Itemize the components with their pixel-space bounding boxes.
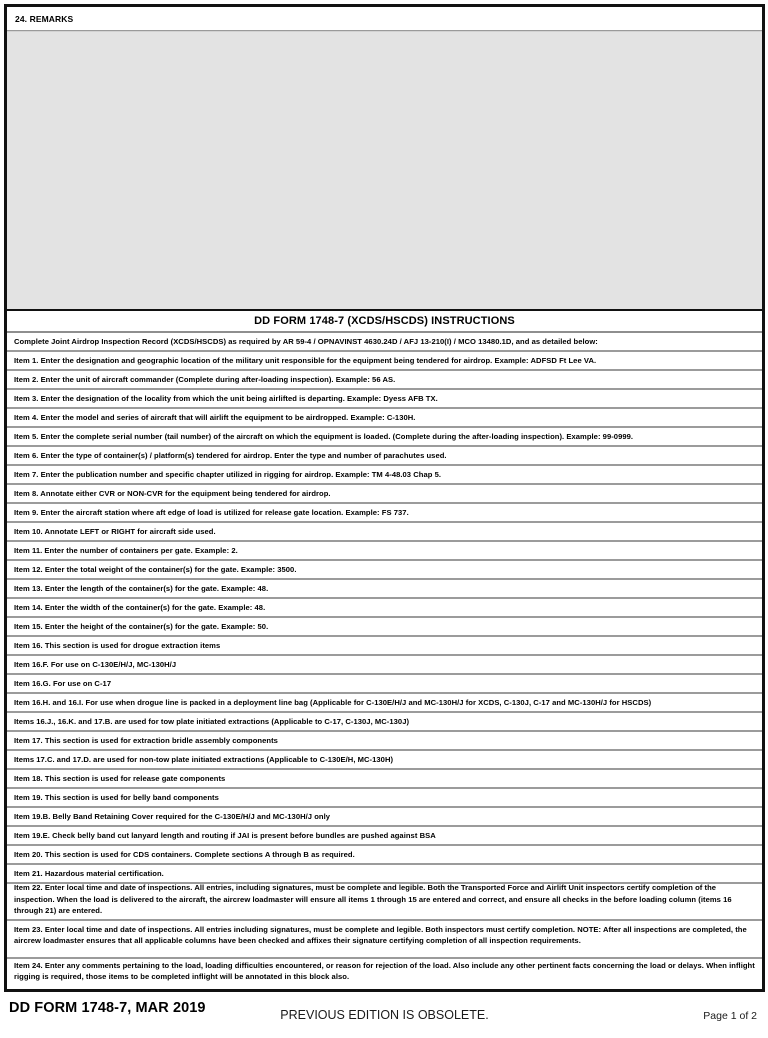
remarks-block [4, 4, 765, 310]
instruction-row [7, 447, 762, 466]
instruction-text: Item 24. Enter any comments pertaining to the load, loading difficulties encountered, or reason for rejection of the load. Also include any other pertinent facts concerning the load or delays. When inflight rigging is required, those items to be completed inflight will be annotated in this block also. [14, 960, 755, 982]
remarks-input-area[interactable] [7, 31, 762, 309]
instruction-text: Item 22. Enter local time and date of inspections. All entries, including signatures, must be complete and legible. Both the Transported Force and Airlift Unit inspectors certify completion of the inspection. When the load is delivered to the aircraft, the aircrew loadmaster will ensure all items 1 through 15 are entered and correct, and ensure all checks in the before loading column (items 16 through 21) are entered. [14, 883, 732, 916]
instruction-text: Item 4. Enter the model and series of aircraft that will airlift the equipment to be airdropped. Example: C-130H. [14, 412, 416, 422]
instruction-text: Item 23. Enter local time and date of inspections. All entries including signatures, must be complete and legible. Both inspectors must certify completion. NOTE: After all inspections are completed, the aircrew loadmaster ensures that all applicable columns have been checked and affixes their signature certifying completion of all inspection requirements. [14, 924, 747, 946]
instruction-row [7, 523, 762, 542]
instruction-row [7, 618, 762, 637]
instruction-row [7, 751, 762, 770]
instruction-text: Item 12. Enter the total weight of the container(s) for the gate. Example: 3500. [14, 564, 297, 574]
instruction-row [7, 637, 762, 656]
instruction-row [7, 409, 762, 428]
instruction-text: Items 17.C. and 17.D. are used for non-tow plate initiated extractions (Applicable to C-130E/H, MC-130H) [14, 754, 394, 764]
instruction-row [7, 789, 762, 808]
instruction-row [7, 827, 762, 846]
instruction-text: Item 19.B. Belly Band Retaining Cover required for the C-130E/H/J and MC-130H/J only [14, 811, 331, 821]
instruction-row [7, 656, 762, 675]
instruction-text: Item 13. Enter the length of the container(s) for the gate. Example: 48. [14, 583, 269, 593]
page-footer [4, 992, 765, 1038]
instruction-text: Item 1. Enter the designation and geographic location of the military unit responsible for the equipment being tendered for airdrop. Example: ADFSD Ft Lee VA. [14, 355, 597, 365]
footer-form-id: DD FORM 1748-7, MAR 2019 [9, 999, 206, 1016]
instruction-text: Item 16.F. For use on C-130E/H/J, MC-130H/J [14, 659, 177, 669]
instruction-row [7, 542, 762, 561]
instruction-text: Item 14. Enter the width of the container(s) for the gate. Example: 48. [14, 602, 266, 612]
instruction-row [7, 371, 762, 390]
instruction-row [7, 846, 762, 865]
instruction-text: Item 10. Annotate LEFT or RIGHT for aircraft side used. [14, 526, 216, 536]
instruction-text: Item 16. This section is used for drogue extraction items [14, 640, 221, 650]
instruction-text: Item 9. Enter the aircraft station where aft edge of load is utilized for release gate location. Example: FS 737. [14, 507, 409, 517]
footer-edition-note: PREVIOUS EDITION IS OBSOLETE. [280, 1007, 489, 1022]
instruction-text: Item 21. Hazardous material certification. [14, 868, 164, 878]
instruction-row [7, 580, 762, 599]
instruction-text: Item 19.E. Check belly band cut lanyard length and routing if JAI is present before bundles are pushed against BSA [14, 830, 436, 840]
instruction-row [7, 504, 762, 523]
instruction-row [7, 333, 762, 352]
instruction-text: Item 19. This section is used for belly band components [14, 792, 219, 802]
instructions-table [4, 310, 765, 992]
instruction-row [7, 959, 762, 989]
instruction-row [7, 808, 762, 827]
instruction-text: Complete Joint Airdrop Inspection Record (XCDS/HSCDS) as required by AR 59-4 / OPNAVINST 4630.24D / AFJ 13-210(I) / MCO 13480.1D, and as detailed below: [14, 336, 598, 346]
instruction-row [7, 713, 762, 732]
instruction-text: Item 20. This section is used for CDS containers. Complete sections A through B as required. [14, 849, 355, 859]
instruction-text: Item 18. This section is used for release gate components [14, 773, 226, 783]
instruction-text: Item 16.H. and 16.I. For use when drogue line is packed in a deployment line bag (Applicable for C-130E/H/J and MC-130H/J for XCDS, C-130J, C-17 and MC-130H/J for HSCDS) [14, 697, 652, 707]
instruction-row [7, 466, 762, 485]
instruction-text: Item 7. Enter the publication number and specific chapter utilized in rigging for airdrop. Example: TM 4-48.03 Chap 5. [14, 469, 442, 479]
instruction-text: Item 17. This section is used for extraction bridle assembly components [14, 735, 278, 745]
instruction-text: Item 2. Enter the unit of aircraft commander (Complete during after-loading inspection). Example: 56 AS. [14, 374, 396, 384]
instruction-row [7, 770, 762, 789]
remarks-header [7, 7, 762, 31]
instruction-text: Item 3. Enter the designation of the locality from which the unit being airlifted is departing. Example: Dyess AFB TX. [14, 393, 438, 403]
instruction-row [7, 921, 762, 959]
instruction-row [7, 390, 762, 409]
instructions-title: DD FORM 1748-7 (XCDS/HSCDS) INSTRUCTIONS [254, 315, 515, 327]
instruction-row [7, 352, 762, 371]
instruction-text: Item 5. Enter the complete serial number (tail number) of the aircraft on which the equipment is loaded. (Complete during the after-loading inspection). Example: 99-0999. [14, 431, 634, 441]
instruction-row [7, 561, 762, 580]
instruction-text: Item 16.G. For use on C-17 [14, 678, 112, 688]
instruction-text: Item 11. Enter the number of containers per gate. Example: 2. [14, 545, 238, 555]
instruction-row [7, 485, 762, 504]
instruction-row [7, 675, 762, 694]
instruction-row [7, 599, 762, 618]
instruction-text: Item 15. Enter the height of the container(s) for the gate. Example: 50. [14, 621, 269, 631]
instruction-row [7, 884, 762, 921]
instruction-row [7, 428, 762, 447]
footer-page-number: Page 1 of 2 [703, 1009, 757, 1022]
instructions-title-row [7, 311, 762, 333]
remarks-label: 24. REMARKS [15, 13, 74, 24]
instruction-text: Item 6. Enter the type of container(s) / platform(s) tendered for airdrop. Enter the type and number of parachutes used. [14, 450, 447, 460]
instruction-text: Item 8. Annotate either CVR or NON-CVR for the equipment being tendered for airdrop. [14, 488, 331, 498]
instruction-row [7, 694, 762, 713]
instruction-text: Items 16.J., 16.K. and 17.B. are used for tow plate initiated extractions (Applicable to C-17, C-130J, MC-130J) [14, 716, 410, 726]
instruction-row [7, 732, 762, 751]
